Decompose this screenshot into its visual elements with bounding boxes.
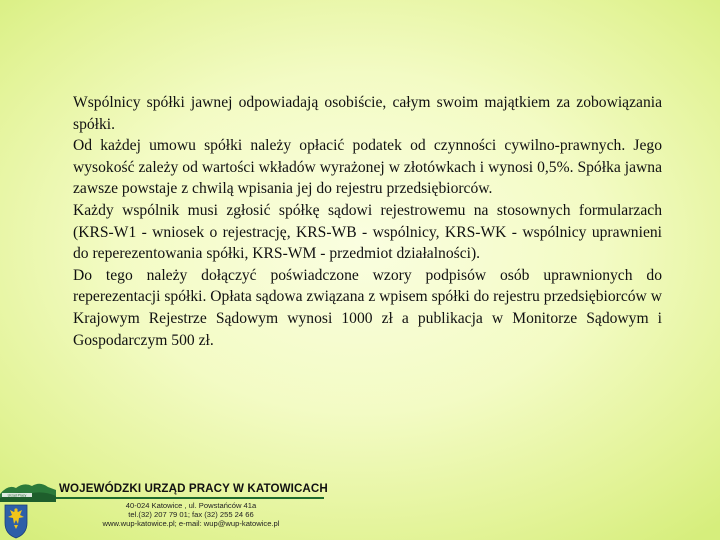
paragraph-3: Każdy wspólnik musi zgłosić spółkę sądowi rejestrowemu na stosownych formularzach (KRS-W1 - wniosek o rejestrację, KRS-WB - wspólnicy, KRS-WK - wspólnicy uprawnieni do reperezentowania spółki, KRS-WM - przedmiot działalności). (73, 201, 662, 263)
body-text (73, 92, 662, 351)
paragraph-4: Do tego należy dołączyć poświadczone wzory podpisów osób uprawnionych do reperezentacji spółki. Opłata sądowa związana z wpisem spółki do rejestru przedsiębiorców w Krajowym Rejestrze Sądowym wynosi 1000 zł a publikacja w Monitorze Sądowym i Gospodarczym 500 zł. (73, 266, 662, 349)
organization-title: WOJEWÓDZKI URZĄD PRACY W KATOWICACH (59, 482, 328, 495)
eagle-emblem-icon (0, 478, 56, 540)
organization-web: www.wup-katowice.pl; e-mail: wup@wup-katowice.pl (102, 519, 280, 529)
footer-logo (0, 478, 330, 540)
organization-phone: tel.(32) 207 79 01; fax (32) 255 24 66 (128, 510, 254, 520)
logo-caption: Urząd Pracy (7, 493, 27, 498)
paragraph-1: Wspólnicy spółki jawnej odpowiadają osobiście, całym swoim majątkiem za zobowiązania spółki. (73, 94, 662, 133)
organization-contact (86, 501, 296, 529)
organization-address: 40-024 Katowice , ul. Powstańców 41a (125, 501, 257, 510)
logo-underline (56, 497, 324, 499)
paragraph-2: Od każdej umowu spółki należy opłacić podatek od czynności cywilno-prawnych. Jego wysokość zależy od wartości wkładów wyrażonej w złotówkach i wynosi 0,5%. Spółka jawna zawsze powstaje z chwilą wpisania jej do rejestru przedsiębiorców. (73, 137, 662, 198)
